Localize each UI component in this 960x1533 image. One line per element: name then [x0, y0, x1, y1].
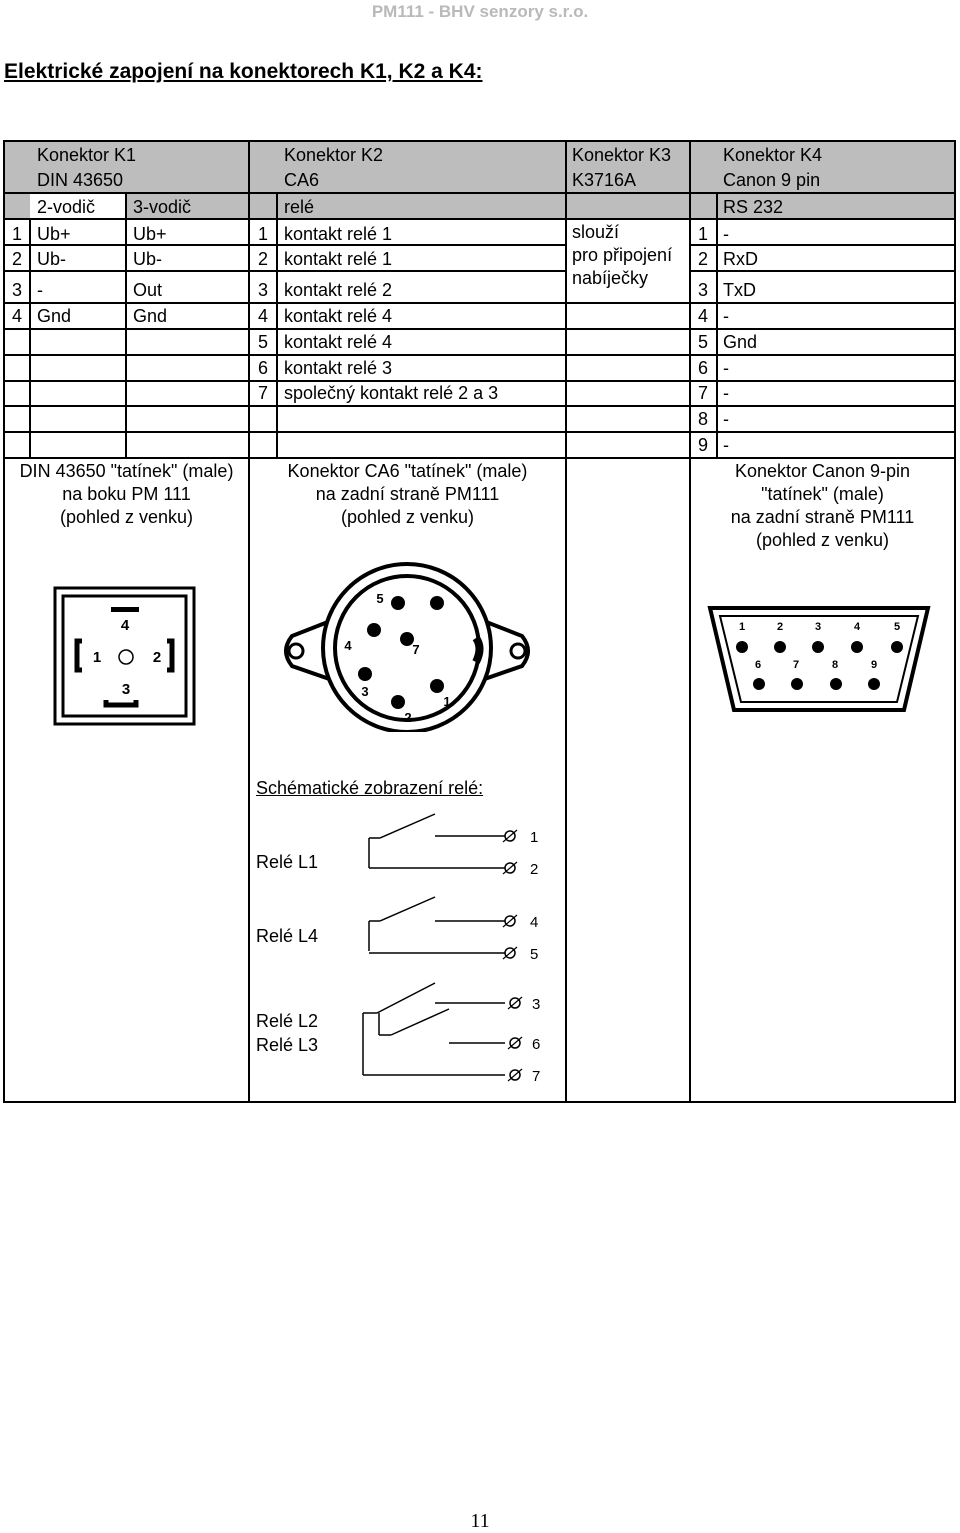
ca6-pin — [391, 695, 405, 709]
canon-pin-label: 1 — [738, 621, 746, 633]
relay-section-title: Schématické zobrazení relé: — [256, 778, 484, 798]
k4-pin: 7 — [698, 383, 709, 403]
k1-pin: 1 — [12, 224, 23, 244]
k4-pin-label: - — [723, 409, 729, 429]
k3-note-line1: slouží — [572, 222, 620, 242]
din-caption-line2: na boku PM 111 — [62, 484, 191, 504]
ca6-pin — [430, 679, 444, 693]
canon-caption-line2: "tatínek" (male) — [761, 484, 884, 504]
relay-l4-symbol — [355, 893, 555, 963]
canon-pin — [812, 641, 824, 653]
k4-type: Canon 9 pin — [723, 170, 821, 190]
canon-pin-label: 7 — [792, 659, 800, 671]
k1-2wire-value: Ub+ — [37, 224, 71, 244]
canon-pin — [868, 678, 880, 690]
k1-col-2wire: 2-vodič — [37, 197, 96, 217]
k4-pin: 2 — [698, 249, 709, 269]
canon-pin — [753, 678, 765, 690]
ca6-mount-hole — [289, 644, 303, 658]
ca6-caption-line1: Konektor CA6 "tatínek" (male) — [287, 461, 528, 481]
k4-pin-label: - — [723, 358, 729, 378]
relay-l2-l3-symbol — [355, 975, 555, 1085]
canon-pin-label: 5 — [893, 621, 901, 633]
din-top-blade — [111, 607, 139, 612]
k1-pin: 3 — [12, 280, 23, 300]
relay-terminal-label: 3 — [532, 996, 541, 1013]
canon-pin — [830, 678, 842, 690]
canon-pin — [791, 678, 803, 690]
canon-pin-label: 6 — [754, 659, 762, 671]
k3-title: Konektor K3 — [572, 145, 672, 165]
ca6-pin-label: 3 — [361, 684, 369, 699]
k4-pin: 6 — [698, 358, 709, 378]
ca6-pin-label: 6 — [432, 595, 440, 610]
k1-3wire-value: Gnd — [133, 306, 168, 326]
canon-caption-line3: na zadní straně PM111 — [730, 507, 915, 527]
canon-caption-line4: (pohled z venku) — [755, 530, 890, 550]
canon-pin — [851, 641, 863, 653]
relay-l2-switch-blade — [377, 983, 435, 1013]
k2-pin: 6 — [258, 358, 269, 378]
k3-type: K3716A — [572, 170, 637, 190]
k2-pin-label: kontakt relé 4 — [284, 332, 393, 352]
k2-pin: 3 — [258, 280, 269, 300]
k1-2wire-value: - — [37, 280, 43, 300]
k1-pin: 4 — [12, 306, 23, 326]
canon-pin — [774, 641, 786, 653]
canon-caption-line1: Konektor Canon 9-pin — [734, 461, 911, 481]
k1-title: Konektor K1 — [37, 145, 137, 165]
ca6-pin-label: 7 — [412, 642, 420, 657]
k4-pin: 8 — [698, 409, 709, 429]
k4-pin: 5 — [698, 332, 709, 352]
k4-pin-label: - — [723, 306, 729, 326]
canon-pin-label: 2 — [776, 621, 784, 633]
k1-pin: 2 — [12, 249, 23, 269]
relay-l4-label: Relé L4 — [256, 926, 319, 946]
relay-l3-switch-blade — [391, 1009, 449, 1035]
relay-l4-switch-blade — [380, 897, 435, 921]
din-pin-label: 3 — [121, 681, 131, 698]
k2-type: CA6 — [284, 170, 320, 190]
k2-pin-label: kontakt relé 3 — [284, 358, 393, 378]
k3-note-line2: pro připojení — [572, 245, 673, 265]
relay-terminal-label: 1 — [530, 829, 539, 846]
k4-pin: 3 — [698, 280, 709, 300]
k1-type: DIN 43650 — [37, 170, 124, 190]
k4-col-rs232: RS 232 — [723, 197, 784, 217]
k3-note-line3: nabíječky — [572, 268, 649, 288]
k2-col-relay: relé — [284, 197, 315, 217]
running-header: PM111 - BHV senzory s.r.o. — [371, 2, 589, 21]
k2-pin: 7 — [258, 383, 269, 403]
ca6-inner-ring — [335, 576, 479, 720]
relay-terminal-label: 4 — [530, 914, 539, 931]
k2-pin-label: společný kontakt relé 2 a 3 — [284, 383, 499, 403]
section-title: Elektrické zapojení na konektorech K1, K2 a K4: — [4, 60, 483, 83]
din-pin-label: 1 — [92, 649, 102, 666]
ca6-pin-label: 1 — [443, 694, 451, 709]
k4-pin-label: Gnd — [723, 332, 758, 352]
k4-pin-label: - — [723, 435, 729, 455]
ca6-connector-diagram — [278, 558, 536, 732]
din-caption-line1: DIN 43650 "tatínek" (male) — [19, 461, 234, 481]
canon-pin-label: 9 — [870, 659, 878, 671]
ca6-key — [476, 638, 480, 662]
ca6-pin — [358, 667, 372, 681]
k4-pin: 4 — [698, 306, 709, 326]
relay-l1-switch-blade — [380, 814, 435, 838]
k2-pin-label: kontakt relé 2 — [284, 280, 393, 300]
din-pin-label: 2 — [152, 649, 162, 666]
ca6-pin — [367, 623, 381, 637]
k4-pin-label: - — [723, 383, 729, 403]
ca6-caption-line2: na zadní straně PM111 — [315, 484, 500, 504]
relay-l2-label: Relé L2 — [256, 1011, 319, 1031]
din-caption-line3: (pohled z venku) — [59, 507, 194, 527]
k1-3wire-value: Ub- — [133, 249, 163, 269]
canon-pin-label: 8 — [831, 659, 839, 671]
k4-pin: 1 — [698, 224, 709, 244]
k2-title: Konektor K2 — [284, 145, 384, 165]
canon-pin-label: 3 — [814, 621, 822, 633]
ca6-pin-label: 2 — [404, 710, 412, 725]
din-connector-diagram — [53, 586, 196, 726]
canon-pin — [891, 641, 903, 653]
relay-terminal-label: 7 — [532, 1068, 541, 1085]
k2-pin-label: kontakt relé 1 — [284, 249, 393, 269]
relay-l3-label: Relé L3 — [256, 1035, 319, 1055]
page-number: 11 — [470, 1510, 490, 1532]
k2-pin: 4 — [258, 306, 269, 326]
k2-pin-label: kontakt relé 1 — [284, 224, 393, 244]
k2-pin: 1 — [258, 224, 269, 244]
canon-pin — [736, 641, 748, 653]
relay-terminal-label: 6 — [532, 1036, 541, 1053]
k1-2wire-value: Gnd — [37, 306, 72, 326]
din-pin-label: 4 — [120, 617, 130, 634]
k1-3wire-value: Ub+ — [133, 224, 167, 244]
ca6-pin — [391, 596, 405, 610]
ca6-pin-label: 4 — [344, 638, 352, 653]
relay-terminal-label: 5 — [530, 946, 539, 963]
k2-pin: 5 — [258, 332, 269, 352]
k2-pin-label: kontakt relé 4 — [284, 306, 393, 326]
k1-col-3wire: 3-vodič — [133, 197, 192, 217]
canon-connector-diagram — [706, 604, 932, 716]
canon-pin-label: 4 — [853, 621, 861, 633]
table-rule — [5, 192, 956, 194]
relay-l1-symbol — [355, 808, 555, 880]
k4-pin-label: TxD — [723, 280, 756, 300]
ca6-mount-hole — [511, 644, 525, 658]
ca6-pin-label: 5 — [376, 591, 384, 606]
k1-2wire-value: Ub- — [37, 249, 67, 269]
relay-terminal-label: 2 — [530, 861, 539, 878]
k4-pin: 9 — [698, 435, 709, 455]
ca6-caption-line3: (pohled z venku) — [340, 507, 475, 527]
k2-pin: 2 — [258, 249, 269, 269]
k4-pin-label: - — [723, 224, 729, 244]
k1-3wire-value: Out — [133, 280, 163, 300]
k4-pin-label: RxD — [723, 249, 758, 269]
relay-l1-label: Relé L1 — [256, 852, 319, 872]
k4-title: Konektor K4 — [723, 145, 823, 165]
